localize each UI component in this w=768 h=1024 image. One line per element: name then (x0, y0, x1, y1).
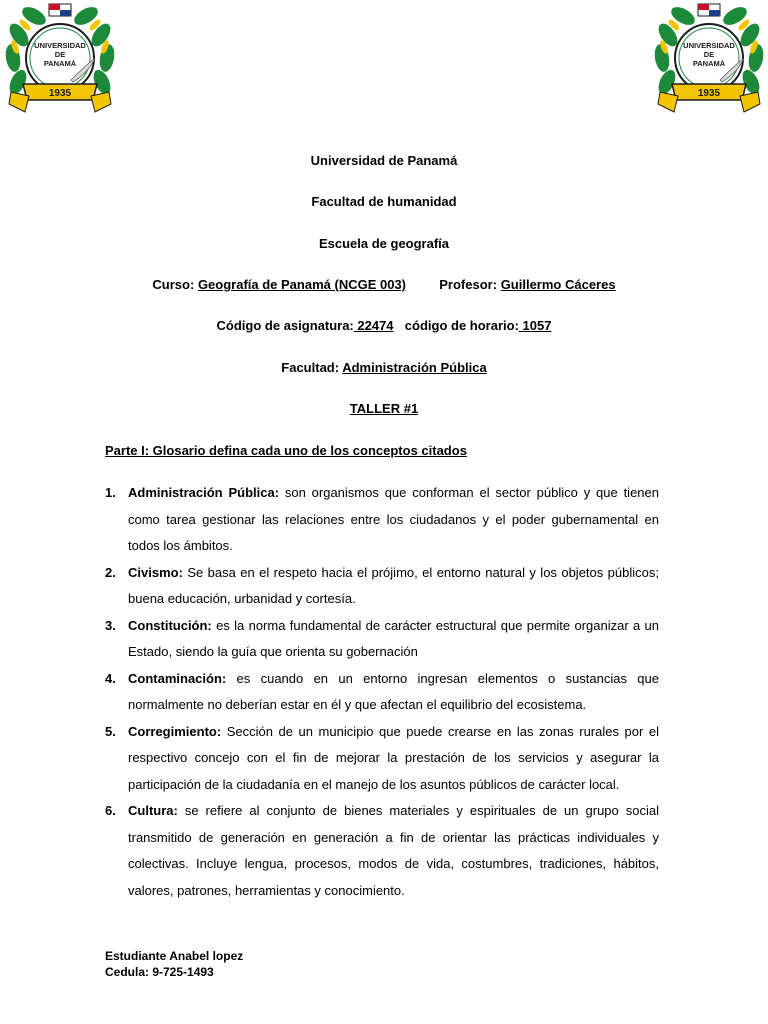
university-seal-left (1, 0, 119, 120)
list-item (105, 666, 659, 719)
course-value: Geografía de Panamá (NCGE 003) (197, 277, 407, 292)
item-number: 5. (105, 723, 116, 739)
seal-line-2: DE (54, 50, 66, 59)
list-item (105, 798, 659, 904)
seal-line-1: UNIVERSIDAD (34, 41, 86, 50)
item-definition: es cuando en un entorno ingresan elementos o sustancias que normalmente no deberían estar en él y que afectan el equilibrio del ecosistema. (128, 670, 659, 712)
course-label: Curso: (152, 277, 195, 292)
university-title: Universidad de Panamá (310, 153, 458, 168)
list-item (105, 719, 659, 799)
codes-line (0, 318, 768, 334)
course-line (0, 277, 768, 293)
item-definition: es la norma fundamental de carácter estructural que permite organizar a un Estado, siendo la guía que orienta su gobernación (128, 617, 659, 659)
item-number: 4. (105, 670, 116, 686)
university-seal-right (650, 0, 768, 120)
item-term: Civismo: (128, 564, 183, 580)
item-number: 1. (105, 485, 116, 500)
faculty-title: Facultad de humanidad (311, 194, 457, 209)
item-term: Cultura: (128, 803, 178, 818)
list-item (105, 613, 659, 666)
list-item (105, 560, 659, 613)
faculty2-value: Administración Pública (342, 360, 487, 375)
item-term: Administración Pública: (128, 485, 280, 500)
item-definition: Sección de un municipio que puede crearse en las zonas rurales por el respectivo concejo con el fin de mejorar la prestación de los servicios y asegurar la participación de la ciudadanía en el manejo de los asuntos públicos de carácter local. (128, 723, 659, 792)
item-number: 3. (105, 617, 116, 633)
workshop-title: TALLER #1 (349, 401, 419, 416)
item-definition: Se basa en el respeto hacia el prójimo, el entorno natural y los objetos públicos; buena educación, urbanidad y cortesía. (128, 564, 659, 606)
schedule-code-label: código de horario: (404, 318, 519, 333)
item-term: Constitución: (128, 617, 212, 633)
university-seal-icon (1, 0, 119, 120)
item-term: Corregimiento: (128, 723, 222, 739)
seal-line-2: DE (703, 50, 715, 59)
subject-code-label: Código de asignatura: (216, 318, 354, 333)
seal-line-1: UNIVERSIDAD (683, 41, 735, 50)
seal-line-3: PANAMÁ (692, 59, 726, 68)
student-info (105, 948, 243, 980)
faculty2-line (0, 360, 768, 376)
faculty2-label: Facultad: (281, 360, 340, 375)
student-id: Cedula: 9-725-1493 (105, 965, 214, 979)
item-definition: se refiere al conjunto de bienes materiales y espirituales de un grupo social transmitido de generación en generación a fin de orientar las prácticas individuales y colectivas. Incluye lengua, procesos, modos de vida, costumbres, tradiciones, hábitos, valores, patrones, herramientas y conocimiento. (128, 803, 659, 898)
item-number: 2. (105, 564, 116, 580)
subject-code-value: 22474 (353, 318, 394, 333)
seal-year: 1935 (48, 88, 72, 99)
list-item (105, 480, 659, 560)
seal-year: 1935 (697, 88, 721, 99)
seal-line-3: PANAMÁ (43, 59, 77, 68)
professor-label: Profesor: (439, 277, 498, 292)
school-title: Escuela de geografía (318, 236, 450, 251)
student-name: Estudiante Anabel lopez (105, 949, 244, 963)
section-title: Parte I: Glosario defina cada uno de los conceptos citados (105, 443, 467, 458)
schedule-code-value: 1057 (518, 318, 552, 333)
item-term: Contaminación: (128, 670, 227, 686)
university-seal-icon (650, 0, 768, 120)
professor-value: Guillermo Cáceres (500, 277, 616, 292)
item-number: 6. (105, 803, 116, 818)
glossary-list (105, 480, 659, 904)
item-definition: son organismos que conforman el sector público y que tienen como tarea gestionar las relaciones entre los ciudadanos y el poder gubernamental en todos los ámbitos. (128, 485, 659, 553)
